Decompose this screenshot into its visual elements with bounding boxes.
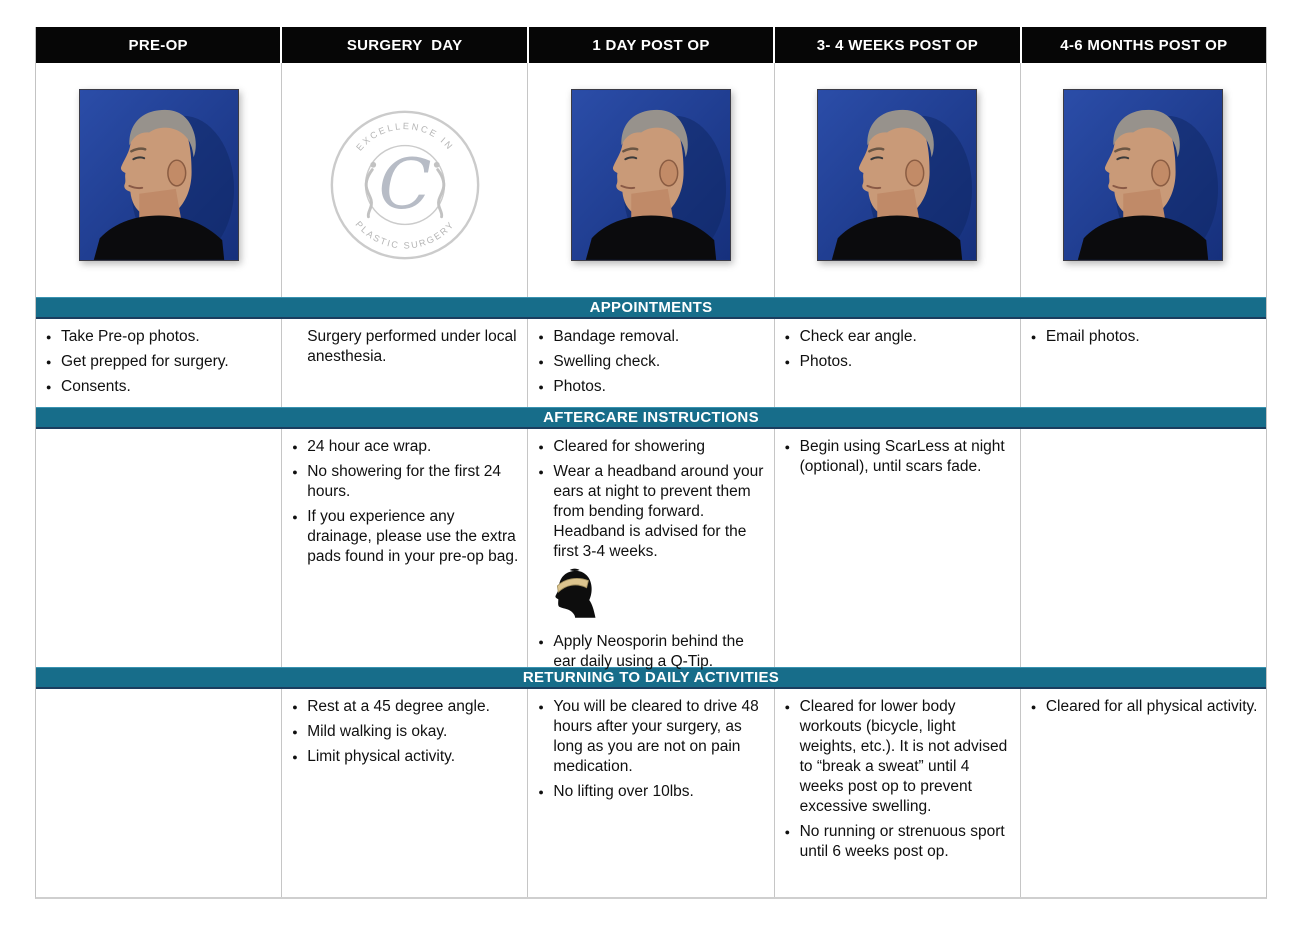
bullet-item: ● You will be cleared to drive 48 hours after your surgery, as long as you are not on pain medication. [538,697,765,777]
column-header-1-day-post-op: 1 DAY POST OP [529,27,775,63]
bullet-icon [538,697,553,717]
returning-3-4-weeks-post-op [775,689,1021,897]
bullet-item: ● Rest at a 45 degree angle. [292,697,519,717]
logo-bottom-arc-text: PLASTIC SURGERY [353,219,457,251]
bullet-item: ● 24 hour ace wrap. [292,437,519,457]
bullet-icon [785,437,800,457]
column-header-pre-op: PRE-OP [36,27,282,63]
bullet-item: ● Email photos. [1031,327,1258,347]
returning-row [36,689,1266,897]
bullet-icon [538,377,553,397]
bullet-icon [46,377,61,397]
bullet-item: ● No running or strenuous sport until 6 weeks post op. [785,822,1012,862]
photo-cell-4-6-months-post-op [1021,63,1266,297]
column-header-surgery-day: SURGERY DAY [282,27,528,63]
bullet-item: ● Cleared for all physical activity. [1031,697,1258,717]
bullet-icon [785,327,800,347]
bullet-icon [1031,327,1046,347]
photo-cell-pre-op [36,63,282,297]
aftercare-row [36,429,1266,670]
appointments-pre-op [36,319,282,407]
section-band-appointments [36,297,1266,319]
returning-pre-op-empty [36,689,282,897]
bullet-item: ● If you experience any drainage, please use the extra pads found in your pre-op bag. [292,507,519,567]
bullet-icon [785,697,800,717]
appointments-3-4-weeks-post-op [775,319,1021,407]
appointments-1-day-post-op [528,319,774,407]
patient-photo [1063,89,1223,261]
appointments-surgery-day [282,319,528,407]
logo-cell [282,63,528,297]
bullet-item: ● Get prepped for surgery. [46,352,273,372]
bullet-icon [46,352,61,372]
bullet-icon [785,352,800,372]
headband-illustration [553,567,765,624]
bullet-icon [292,437,307,457]
bullet-item: ● Take Pre-op photos. [46,327,273,347]
bullet-item: ● No lifting over 10lbs. [538,782,765,802]
bullet-item: ● Cleared for showering [538,437,765,457]
bullet-item: ● Cleared for lower body workouts (bicycle, light weights, etc.). It is not advised to “break a sweat” until 4 weeks post op to prevent excessive swelling. [785,697,1012,817]
aftercare-1-day-post-op [528,429,774,670]
bullet-icon [785,822,800,842]
bullet-icon [538,352,553,372]
bullet-icon [292,722,307,742]
bullet-icon [538,782,553,802]
aftercare-3-4-weeks-post-op [775,429,1021,667]
bullet-item: ● Mild walking is okay. [292,722,519,742]
returning-1-day-post-op [528,689,774,897]
bullet-item: ● Consents. [46,377,273,397]
photo-cell-1-day-post-op [528,63,774,297]
bullet-item: ● Photos. [785,352,1012,372]
bullet-item: ● Swelling check. [538,352,765,372]
returning-surgery-day [282,689,528,897]
bullet-icon [292,462,307,482]
patient-photo [817,89,977,261]
bullet-item: ● Wear a headband around your ears at night to prevent them from bending forward. Headband is advised for the first 3-4 weeks. [538,462,765,562]
clinic-seal-icon [328,108,482,262]
section-band-returning-to-daily-activities [36,667,1266,689]
bullet-item: ● Apply Neosporin behind the ear daily using a Q-Tip. [538,632,765,672]
bullet-item: ● No showering for the first 24 hours. [292,462,519,502]
bullet-icon [538,632,553,652]
column-header-3-4-weeks-post-op: 3- 4 WEEKS POST OP [775,27,1021,63]
bullet-icon [538,437,553,457]
bullet-icon [292,697,307,717]
headband-icon [553,567,599,619]
bullet-icon [1031,697,1046,717]
photo-cell-3-4-weeks-post-op [775,63,1021,297]
bullet-item: ● Limit physical activity. [292,747,519,767]
logo-monogram: C [378,145,432,226]
returning-4-6-months-post-op [1021,689,1266,897]
aftercare-surgery-day [282,429,528,667]
patient-photo [571,89,731,261]
patient-photo [79,89,239,261]
section-title: APPOINTMENTS [589,299,713,316]
bullet-icon [292,507,307,527]
photo-row [36,63,1266,297]
appointments-4-6-months-post-op [1021,319,1266,407]
section-title: RETURNING TO DAILY ACTIVITIES [522,669,780,686]
text-item: Surgery performed under local anesthesia. [307,328,517,365]
bullet-item: ● Check ear angle. [785,327,1012,347]
aftercare-4-6-months-post-op-empty [1021,429,1266,667]
bullet-icon [538,462,553,482]
appointments-row [36,319,1266,407]
bullet-item: ● Begin using ScarLess at night (optional), until scars fade. [785,437,1012,477]
bullet-icon [538,327,553,347]
bullet-item: ● Photos. [538,377,765,397]
aftercare-pre-op-empty [36,429,282,667]
bullet-item: ● Bandage removal. [538,327,765,347]
section-title: AFTERCARE INSTRUCTIONS [543,409,759,426]
logo-top-arc-text: EXCELLENCE IN [353,121,456,153]
timeline-table [35,27,1267,899]
column-header-4-6-months-post-op: 4-6 MONTHS POST OP [1022,27,1266,63]
bullet-icon [292,747,307,767]
column-header-row [36,27,1266,63]
bullet-icon [46,327,61,347]
section-band-aftercare-instructions [36,407,1266,429]
